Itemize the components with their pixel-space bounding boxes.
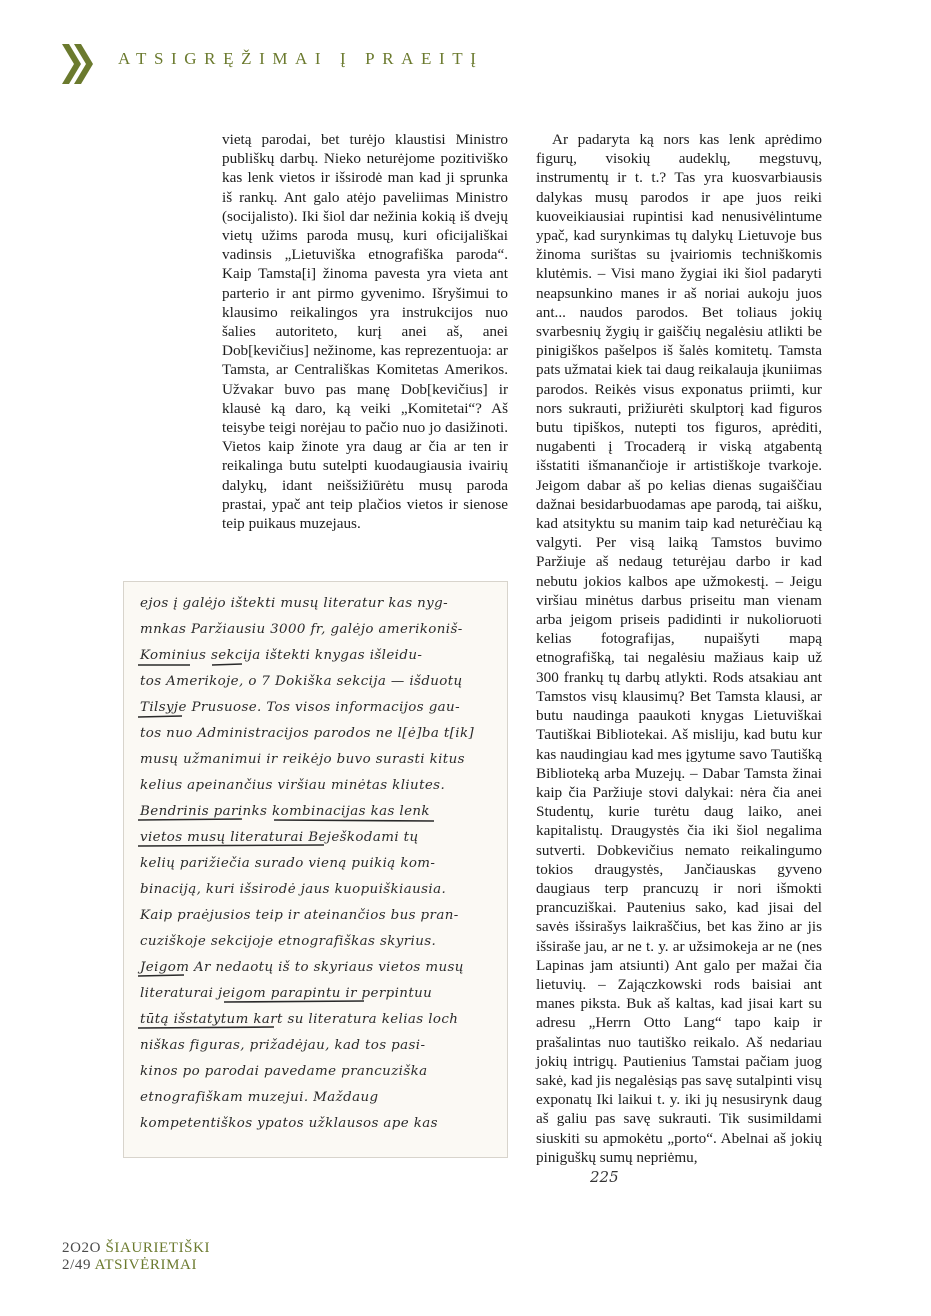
manuscript-line: binaciją, kuri išsirodė jaus kuopuiškiausia. [140, 882, 447, 897]
manuscript-line: cuziškoje sekcijoje etnografiškas skyrius. [140, 934, 437, 949]
footer-magazine-line2: ATSIVĖRIMAI [94, 1257, 198, 1273]
manuscript-line: vietos musų literaturai Beješkodami tų [140, 830, 419, 845]
manuscript-line: kinos po parodai pavedame prancuziška [140, 1064, 428, 1079]
manuscript-line: niškas figuras, prižadėjau, kad tos pasi- [140, 1038, 426, 1053]
manuscript-image [123, 581, 619, 1186]
manuscript-line: tos Amerikoje, o 7 Dokiška sekcija — išduotų [140, 674, 463, 689]
manuscript-line: kelius apeinančius viršiau minėtas kliutes. [140, 778, 446, 793]
manuscript-line: Kaip praėjusios teip ir ateinančios bus pran- [140, 908, 459, 923]
manuscript-line: Bendrinis parinks kombinacijas kas lenk [140, 804, 430, 819]
manuscript-line: tos nuo Administracijos parodos ne l[ė]ba t[ik] [140, 726, 475, 741]
manuscript-line: Jeigom Ar nedaotų iš to skyriaus vietos musų [140, 960, 464, 975]
manuscript-line: etnografiškam muzejui. Maždaug [140, 1090, 379, 1105]
manuscript-page-number: 225 [590, 1168, 619, 1186]
manuscript-line: tūtą išstatytum kart su literatura kelias loch [140, 1012, 459, 1027]
manuscript-line: musų užmanimui ir reikėjo buvo surasti kitus [140, 752, 465, 767]
double-chevron-icon [62, 42, 96, 86]
article-column-right: Ar padaryta ką nors kas lenk aprėdimo figurų, visokių audeklų, megstuvų, instrumentų ir t. t.? Tas yra kuosvarbiausis dalykas musų parodos ir ape juos reiki kuoveikiausiai rupintisi kad nenusivėlintume ypač, kad surynkimas tų dalykų Lietuvoje bus žinoma surištas su įvairiomis techniškomis klutėmis. – Visi mano žygiai iki šiol padaryti neapsunkino manes ir aš noriai aukoju juos ant... naudos parodos. Bet toliaus jokių svarbesnių žygių ir gaiščių negalėsiu atlikti be pinigiškos pašelpos iš šalės komitetų. Tamsta pats užmatai kiek tai daug reikalauja įkuniimas parodos. Reikės visus exponatus priimti, kur nors sukrauti, prižiurėti skulptorį kad figuros butu tipiškos, nutepti tos figuros, aprėditi, nugabenti į Trocaderą ir viską atgabentą išstatiti išmanančioje ir artistiškoje tvarkoje. Jeigom dabar aš po kelias dienas sugaiščiau dažnai besidarbuodamas ape parodą, tai aišku, kad atsityktu su manim taip kad neturėčiau ką valgyti. Per visą laiką Tamstos buvimo Paržiuje aš nedaug teturėjau darbo ir kad nebutu jokios kalbos ape užmokestį. – Jeigu viršiau minėtus darbus priseitu man vienam arba jeigom priseis padidinti ir nukolioruoti kelias fotografijas, nupaišyti mapą etnografišką, tai negalėsiu mažiaus kaip už 300 frankų tų darbų atlykti. Rods atsakiau ant Tamstos visų klausimų? Bet Tamsta klausi, ar butu naudinga paaukoti knygas Lietuviškai Tautiškai Bibliotekai. Aš misliju, kad butu kur kas naudingiau kad mes įgytume savo Tautišką Biblioteką arba Muzejų. – Dabar Tamsta žinai kaip čia Paržiuje stovi dalykai: nėra čia anei Studentų, kurie turėtu daug laiko, anei kapitalistų. Draugystės čia iki šiol negalima sutverti. Dobkevičius nemato reikalingumo tokios draugystės, Jančiauskas gyveno daugiaus terp prancuzų ir nori išmokti prancuziškai. Pautenius sako, kad jisai del savės išsirašys laikraščius, bet kas žino ar jis išsiraše jau, ar ne t. y. ar užsimokeja ar ne (nes Lapinas jam atsiunti) Ant galo per mažai čia lietuvių. – Zajączkowski rods baisiai ant manes piksta. Buk aš kaltas, kad jisai kart su adresu „Herrn Otto Lang“ tapo kaip ir prašalintas nuo tautiško reikalo. Aš nedariau jokių intrigų. Pautienius Tamstai pačiam juog sakė, kad jis negalėsiąs pas savę sutalpinti visų exponatų Iki laikui t. y. iki jų nesusirynk daug aš galiu pas savę sukrauti. Tik susimildami siuskiti su apmokėtu „porto“. Abelnai aš jokių piniguškų sumų nepriėmu, [536, 131, 822, 1166]
footer-year: 2O2O [62, 1240, 102, 1256]
footer-issue: 2/49 [62, 1257, 92, 1273]
article-column-left: vietą parodai, bet turėjo klaustisi Ministro publiškų darbų. Nieko neturėjome pozitiviško kas lenk vietos ir išsirodė man kad ji sprunka iš rankų. Ant galo atėjo paveliimas Ministro (socijalisto). Iki šiol dar nežinia kokią iš dvejų vietų užims paroda musų, kuri oficijališkai vadinsis „Lietuviška etnografiška paroda“. Kaip Tamsta[i] žinoma pavesta yra vieta ant parterio ir ant pirmo gyvenimo. Išryšimui to klausimo reikalingos yra instrukcijos nuo šalies autoriteto, kurį anei aš, anei Dob[kevičius] nežinome, kas reprezentuoja: ar Tamsta, ar Centrališkas Komitetas Amerikos. Užvakar buvo pas manę Dob[kevičius] ir klausė ką daro, ką veiki „Komitetai“? Aš teisybe teigi norėjau to pačio nuo jo dasižinoti. Vietos kaip žinote yra daug ar čia ar ten ir reikalinga butu sutelpti kuodaugiausia ivairių dalykų, idant neišsižiūrėtu musų paroda prastai, ypač ant teip plačios vietos ir sienose teip puikaus muzejaus. [222, 131, 508, 533]
manuscript-line: mnkas Paržiausiu 3000 fr, galėjo amerikoniš- [140, 622, 463, 637]
manuscript-line: literaturai jeigom parapintu ir perpintuu [140, 986, 433, 1001]
manuscript-line: ejos į galėjo ištekti musų literatur kas nyg- [140, 596, 449, 611]
manuscript-line: kompetentiškos ypatos užklausos ape kas [140, 1116, 438, 1131]
manuscript-line: Kominius sekcija ištekti knygas išleidu- [140, 648, 423, 663]
page-header [62, 42, 882, 86]
footer-magazine-line1: ŠIAURIETIŠKI [105, 1240, 211, 1256]
manuscript-line: Tilsyje Prusuose. Tos visos informacijos gau- [140, 700, 460, 715]
manuscript-line: kelių parižiečia surado vieną puikią kom- [140, 856, 436, 871]
section-title: ATSIGRĘŽIMAI Į PRAEITĮ [118, 49, 484, 68]
page-footer [62, 1240, 210, 1274]
